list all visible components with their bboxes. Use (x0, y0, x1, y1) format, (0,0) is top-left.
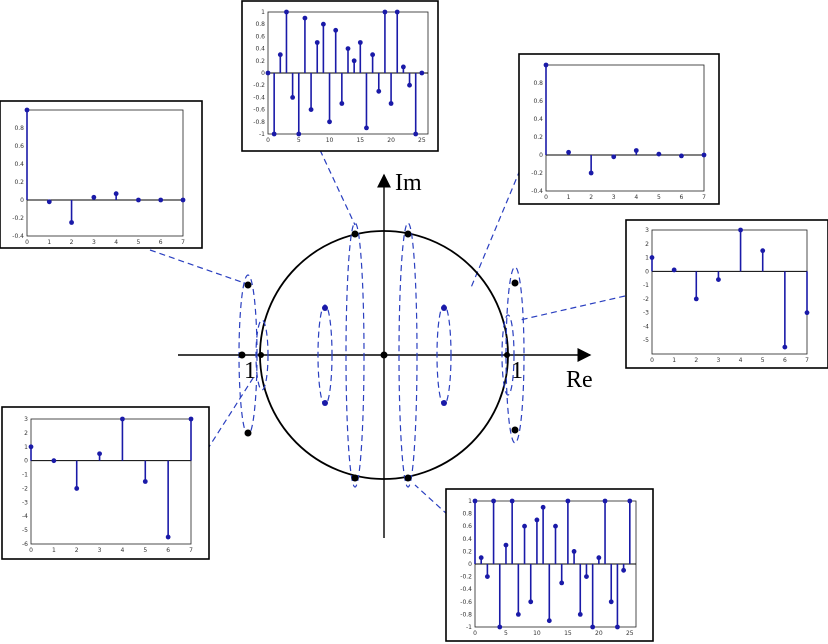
imag-axis-label: Im (395, 170, 422, 196)
pole-inner-lower-right (441, 400, 447, 406)
connector-middle-right (520, 296, 625, 320)
y-tick-label: -2 (22, 485, 28, 493)
stem-marker (702, 153, 707, 158)
x-tick-label: 6 (782, 357, 787, 364)
y-tick-label: -6 (22, 541, 28, 548)
x-tick-label: 5 (143, 547, 148, 554)
stem-marker (679, 154, 684, 159)
pole-lower-center-right (405, 475, 412, 482)
pole-inner-upper-right (441, 305, 447, 311)
stem-marker (315, 40, 320, 45)
stem-marker (51, 458, 56, 463)
y-tick-label: -5 (22, 527, 28, 535)
stem-marker (603, 499, 608, 504)
panel-frame (0, 101, 202, 248)
y-tick-label: -1 (643, 282, 649, 290)
stem-marker (572, 549, 577, 554)
x-tick-label: 5 (656, 194, 661, 201)
stem-marker (189, 417, 194, 422)
connector-top-center (320, 150, 355, 225)
stem-marker (672, 268, 677, 273)
stem-marker (596, 555, 601, 560)
x-tick-label: 7 (181, 239, 185, 246)
y-tick-label: -0.2 (253, 82, 265, 90)
x-tick-label: 4 (634, 194, 639, 201)
pole-lower-center-left (352, 475, 359, 482)
x-tick-label: 7 (189, 547, 193, 554)
pole-lower-left (245, 430, 252, 437)
panel-frame (626, 220, 828, 368)
x-tick-label: 6 (166, 547, 171, 554)
x-tick-label: 6 (679, 194, 684, 201)
y-tick-label: 0.8 (14, 125, 24, 132)
x-tick-label: 4 (120, 547, 125, 554)
pole-real-left-inner (258, 352, 264, 358)
minus-one-label: 1 (244, 358, 256, 384)
y-tick-label: -0.4 (253, 94, 265, 102)
y-tick-label: 0.6 (14, 143, 24, 150)
stem-marker (627, 499, 632, 504)
stem-marker (578, 612, 583, 617)
stem-marker (479, 555, 484, 560)
y-tick-label: 0.4 (462, 535, 472, 543)
pole-upper-right (512, 280, 519, 287)
stem-marker (333, 28, 338, 33)
x-tick-label: 5 (760, 357, 765, 364)
y-tick-label: 0 (468, 561, 472, 568)
y-tick-label: -5 (643, 337, 649, 345)
y-tick-label: -0.4 (531, 188, 543, 195)
stem-marker (339, 101, 344, 106)
x-tick-label: 0 (25, 239, 29, 246)
stem-marker (760, 248, 765, 253)
stem-marker (120, 417, 125, 422)
stem-marker (547, 618, 552, 623)
stem-marker (376, 89, 381, 94)
y-tick-label: -0.6 (253, 106, 265, 114)
connector-bottom-left (207, 375, 255, 450)
stem-marker (91, 195, 96, 200)
x-tick-label: 20 (387, 137, 395, 144)
x-tick-label: 5 (504, 630, 508, 637)
stem-marker (589, 171, 594, 176)
pole-inner-lower-left (322, 400, 328, 406)
pole-inner-upper-left (322, 305, 328, 311)
stem-marker (389, 101, 394, 106)
stem-marker (413, 132, 418, 137)
real-axis-label: Re (566, 367, 593, 393)
stem-marker (346, 46, 351, 51)
y-tick-label: -0.2 (531, 170, 543, 177)
stem-marker (716, 277, 721, 282)
stem-marker (491, 499, 496, 504)
panel-frame (519, 54, 719, 204)
y-tick-label: -0.8 (253, 118, 265, 126)
pole-lower-right (512, 427, 519, 434)
x-tick-label: 1 (566, 194, 571, 201)
stem-marker (485, 574, 490, 579)
y-tick-label: 0.4 (14, 161, 24, 168)
stem-marker (407, 83, 412, 88)
poles (239, 231, 519, 482)
x-tick-label: 5 (296, 137, 301, 144)
stem-panel-top-center (242, 1, 438, 151)
stem-marker (284, 10, 289, 15)
stem-marker (541, 505, 546, 510)
y-tick-label: 3 (24, 416, 28, 423)
stem-marker (615, 625, 620, 630)
stem-marker (584, 574, 589, 579)
x-tick-label: 0 (650, 357, 654, 364)
stem-marker (621, 568, 626, 573)
stem-panel-top-left (0, 101, 202, 248)
stem-marker (609, 599, 614, 604)
stem-marker (497, 625, 502, 630)
x-tick-label: 0 (29, 547, 33, 554)
stem-marker (634, 148, 639, 153)
stem-marker (590, 625, 595, 630)
x-tick-label: 6 (158, 239, 163, 246)
stem-marker (566, 150, 571, 155)
x-tick-label: 20 (595, 630, 603, 637)
stem-marker (97, 451, 102, 456)
y-tick-label: 0.8 (255, 21, 265, 29)
y-tick-label: 0.2 (14, 179, 24, 186)
x-tick-label: 1 (47, 239, 52, 246)
y-tick-label: 2 (645, 240, 649, 248)
stem-marker (143, 479, 148, 484)
stem-marker (303, 16, 308, 21)
x-tick-label: 15 (356, 137, 365, 144)
y-tick-label: 1 (468, 498, 472, 505)
stem-marker (611, 154, 616, 159)
x-tick-label: 3 (91, 239, 96, 246)
x-tick-label: 4 (738, 357, 743, 364)
y-tick-label: 0.4 (533, 116, 543, 123)
x-tick-label: 3 (97, 547, 102, 554)
y-tick-label: 0.4 (255, 45, 265, 53)
y-tick-label: -4 (22, 513, 28, 521)
stem-marker (309, 107, 314, 112)
y-tick-label: 0.8 (533, 80, 543, 87)
y-tick-label: -3 (22, 499, 28, 507)
stem-marker (544, 63, 549, 68)
plus-one-label: 1 (511, 358, 523, 384)
y-tick-label: 0.2 (533, 134, 543, 141)
y-tick-label: -4 (643, 323, 649, 331)
y-tick-label: 0 (539, 152, 543, 159)
stem-marker (504, 543, 509, 548)
stem-marker (321, 22, 326, 27)
pole-real-left (239, 352, 246, 359)
stem-marker (656, 152, 661, 157)
x-tick-label: 0 (266, 137, 270, 144)
y-tick-label: -0.6 (460, 598, 472, 606)
y-tick-label: 0 (261, 70, 265, 77)
pole-upper-center-right (405, 231, 412, 238)
stem-marker (114, 191, 119, 196)
x-tick-label: 2 (589, 194, 594, 201)
x-tick-label: 1 (51, 547, 56, 554)
y-tick-label: -1 (466, 624, 472, 631)
stem-marker (290, 95, 295, 100)
stem-panel-bottom-right (446, 489, 653, 641)
x-tick-label: 15 (564, 630, 572, 637)
x-tick-label: 2 (74, 547, 79, 554)
stem-marker (74, 486, 79, 491)
x-tick-label: 10 (325, 137, 334, 144)
y-tick-label: 1 (261, 9, 265, 16)
y-tick-label: -3 (643, 309, 649, 317)
stem-marker (650, 255, 655, 260)
x-tick-label: 3 (611, 194, 616, 201)
y-tick-label: -1 (259, 131, 265, 138)
stem-marker (419, 71, 424, 76)
stem-marker (47, 199, 52, 204)
stem-marker (25, 108, 30, 113)
x-tick-label: 25 (625, 630, 634, 637)
stem-marker (29, 444, 34, 449)
connector-top-left (150, 250, 250, 285)
stem-marker (136, 198, 141, 203)
y-tick-label: 0.2 (255, 57, 265, 65)
y-tick-label: 3 (645, 227, 649, 234)
stem-marker (278, 52, 283, 57)
y-tick-label: 0.6 (255, 33, 265, 41)
y-tick-label: -0.4 (12, 233, 24, 240)
stem-marker (69, 220, 74, 225)
stem-panel-bottom-left (2, 407, 209, 559)
stem-marker (559, 581, 564, 586)
stem-marker (535, 518, 540, 523)
stem-marker (510, 499, 515, 504)
stem-marker (358, 40, 363, 45)
panel-frame (2, 407, 209, 559)
y-tick-label: 0.6 (533, 98, 543, 105)
stem-marker (364, 126, 369, 131)
x-tick-label: 10 (533, 630, 541, 637)
stem-panel-middle-right (626, 220, 828, 368)
pole-upper-left (245, 282, 252, 289)
y-tick-label: -2 (643, 295, 649, 303)
x-tick-label: 0 (544, 194, 548, 201)
stem-marker (694, 296, 699, 301)
stem-marker (782, 345, 787, 350)
y-tick-label: 0.6 (462, 523, 472, 531)
pole-origin (381, 352, 388, 359)
connector-bottom-right (415, 485, 448, 515)
y-tick-label: -0.2 (460, 573, 472, 581)
y-tick-label: 0 (24, 457, 28, 465)
y-tick-label: 0 (20, 197, 24, 204)
x-tick-label: 5 (136, 239, 141, 246)
stem-plot-panels (0, 1, 828, 641)
y-tick-label: 0.8 (462, 510, 472, 518)
stem-marker (401, 65, 406, 70)
stem-marker (383, 10, 388, 15)
y-tick-label: 0 (645, 268, 649, 276)
y-tick-label: -0.8 (460, 611, 472, 619)
stem-marker (565, 499, 570, 504)
panel-frame (242, 1, 438, 151)
y-tick-label: 2 (24, 429, 28, 437)
stem-marker (805, 310, 810, 315)
stem-marker (738, 228, 743, 233)
x-tick-label: 1 (672, 357, 677, 364)
x-tick-label: 2 (69, 239, 74, 246)
x-tick-label: 7 (805, 357, 809, 364)
y-tick-label: 0.2 (462, 548, 472, 556)
x-tick-label: 7 (702, 194, 706, 201)
stem-marker (516, 612, 521, 617)
y-tick-label: -0.2 (12, 215, 24, 222)
y-tick-label: -0.4 (460, 586, 472, 594)
x-tick-label: 25 (418, 137, 426, 144)
stem-marker (296, 132, 301, 137)
stem-marker (158, 198, 163, 203)
stem-marker (528, 599, 533, 604)
stem-marker (272, 132, 277, 137)
stem-marker (553, 524, 558, 529)
stem-marker (181, 198, 186, 203)
y-tick-label: -1 (22, 471, 28, 479)
stem-marker (352, 58, 357, 63)
pole-upper-center-left (352, 231, 359, 238)
stem-marker (327, 119, 332, 124)
y-tick-label: 1 (24, 443, 28, 451)
stem-marker (473, 499, 478, 504)
pole-real-right (504, 352, 510, 358)
x-tick-label: 3 (716, 357, 721, 364)
x-tick-label: 4 (114, 239, 119, 246)
x-tick-label: 2 (694, 357, 699, 364)
x-tick-label: 0 (473, 630, 477, 637)
stem-marker (266, 71, 271, 76)
stem-marker (166, 535, 171, 540)
y-tick-label: 1 (645, 254, 649, 262)
stem-marker (370, 52, 375, 57)
stem-marker (395, 10, 400, 15)
stem-panel-top-right (519, 54, 719, 204)
stem-marker (522, 524, 527, 529)
